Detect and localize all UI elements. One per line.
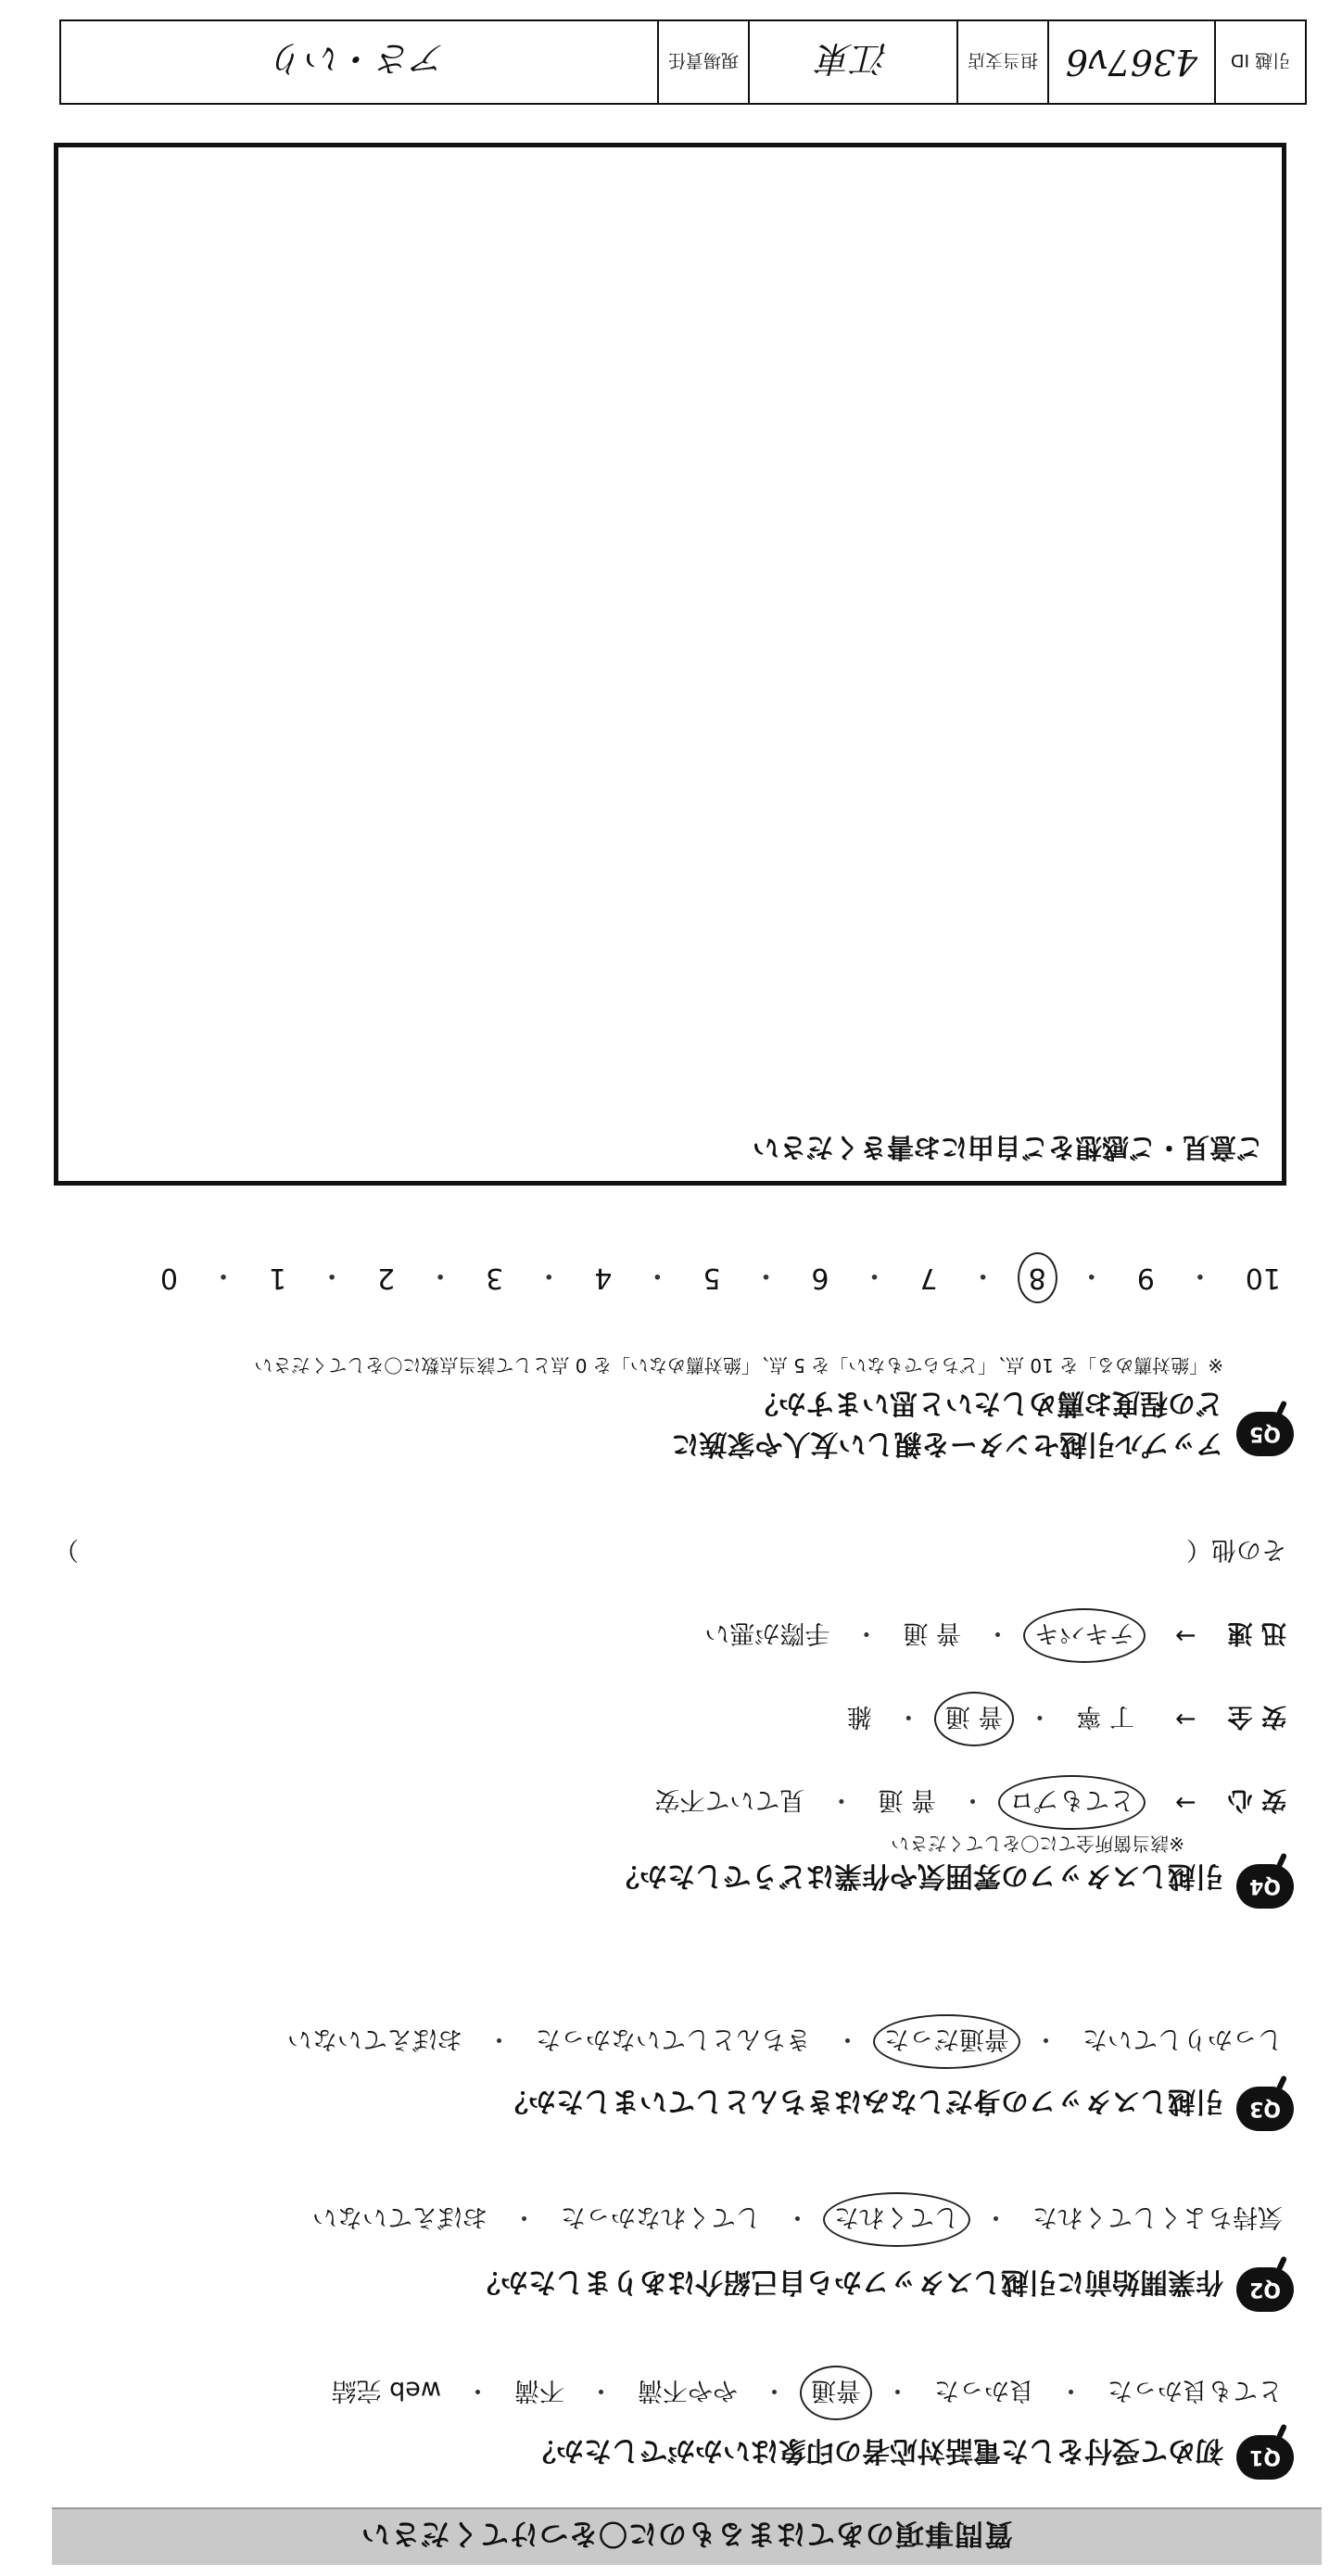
q2-option-did[interactable]: してくれた — [830, 2202, 963, 2238]
q5-score-5[interactable]: 5 — [703, 1262, 721, 1295]
q4-row-safety: 安 全 → 丁 寧 ・ 普 通 ・ 雑 — [843, 1701, 1286, 1737]
q4-reassurance-anxious[interactable]: 見ていて不安 — [654, 1785, 805, 1814]
q2-question: 作業開始前に引越しスタッフから自己紹介はありましたか？ — [473, 2265, 1223, 2298]
branch-label: 担当支店 — [968, 50, 1039, 71]
comment-body[interactable] — [77, 166, 1263, 1116]
q2-options: 気持ちよくしてくれた ・ してくれた ・ してくれなかった ・ おぼえていない — [309, 2202, 1286, 2238]
q5-note: ※「絶対薦める」を 10 点、「どちらでもない」を 5 点、「絶対薦めない」を 0 点として該当点数に〇をしてください — [254, 1354, 1223, 1377]
q4-safety-normal[interactable]: 普 通 — [942, 1701, 1007, 1737]
q3-option-dont-remember[interactable]: おぼえていない — [287, 2024, 462, 2053]
q5-scale: 10 ・ 9 ・ 8 ・ 7 ・ 6 ・ 5 ・ 4 ・ 3 ・ 2 ・ 1 ・ 0 — [157, 1258, 1285, 1299]
q1-option-good[interactable]: 良かった — [934, 2376, 1034, 2405]
leader-label-cell — [657, 21, 748, 103]
branch-value-cell[interactable] — [748, 21, 956, 103]
q1-badge: Q1 — [1236, 2435, 1294, 2480]
q1-option-normal[interactable]: 普通 — [807, 2375, 865, 2411]
q5-score-8[interactable]: 8 — [1025, 1263, 1050, 1295]
q5-score-10[interactable]: 10 — [1245, 1262, 1281, 1295]
branch-value: 江東 — [817, 38, 889, 80]
branch-label-cell — [956, 21, 1047, 103]
q4-note: ※該当箇所全てに〇をしてください — [891, 1833, 1184, 1855]
q1-question: 初めて受付をした電話対応者の印象はいかがでしたか？ — [528, 2434, 1223, 2467]
q1-option-web[interactable]: web 完結 — [331, 2376, 441, 2405]
leader-label: 現場責任 — [668, 50, 740, 71]
q4-question: 引越しスタッフの雰囲気や作業はどうでしたか？ — [612, 1859, 1223, 1892]
q5-question-line2: どの程度お薦めしたいと思いますか？ — [751, 1387, 1223, 1419]
q4-other-close[interactable]: ） — [54, 1535, 79, 1564]
q4-row-speed: 迅 速 → テキパキ ・ 普 通 ・ 手際が悪い — [701, 1618, 1286, 1654]
q1-option-very-good[interactable]: とても良かった — [1108, 2376, 1283, 2405]
q4-other-row — [54, 1534, 1286, 1570]
q4-speed-normal[interactable]: 普 通 — [903, 1618, 961, 1647]
q3-option-neat[interactable]: しっかりしていた — [1082, 2024, 1283, 2053]
id-table — [59, 19, 1307, 105]
q4-safety-rough[interactable]: 雑 — [846, 1702, 872, 1731]
id-value-cell[interactable] — [1047, 21, 1214, 103]
q4-badge: Q4 — [1236, 1864, 1294, 1909]
leader-value-cell[interactable] — [61, 21, 657, 103]
q5-score-7[interactable]: 7 — [919, 1262, 938, 1295]
q1-options: とても良かった ・ 良かった ・ 普通 ・ やや不満 ・ 不満 ・ web 完結 — [328, 2375, 1286, 2411]
q4-row-label: 安 心 — [1227, 1785, 1286, 1814]
q4-row-label: 安 全 — [1227, 1702, 1286, 1731]
q3-option-normal[interactable]: 普通だった — [880, 2024, 1013, 2060]
q2-option-pleasantly[interactable]: 気持ちよくしてくれた — [1032, 2202, 1283, 2231]
q4-safety-careful[interactable]: 丁 寧 — [1076, 1702, 1134, 1731]
id-label-cell — [1214, 21, 1305, 103]
q5-score-4[interactable]: 4 — [594, 1262, 613, 1295]
id-value: 4367v6 — [1065, 42, 1198, 82]
q3-options: しっかりしていた ・ 普通だった ・ きちんとしていなかった ・ おぼえていない — [284, 2024, 1286, 2060]
q2-option-did-not[interactable]: してくれなかった — [561, 2202, 761, 2231]
q5-badge: Q5 — [1236, 1412, 1294, 1456]
q3-option-not-neat[interactable]: きちんとしていなかった — [536, 2024, 811, 2053]
q2-badge: Q2 — [1236, 2267, 1294, 2312]
id-label: 引越 ID — [1230, 50, 1291, 71]
q4-speed-clumsy[interactable]: 手際が悪い — [704, 1618, 830, 1647]
q1-option-dissatisfied[interactable]: 不満 — [514, 2376, 564, 2405]
q3-question: 引越しスタッフの身だしなみはきちんとしていましたか？ — [500, 2085, 1223, 2117]
q5-question-line1: アップル引越センターを親しい友人や家族に — [671, 1428, 1223, 1460]
q4-reassurance-normal[interactable]: 普 通 — [878, 1785, 936, 1814]
q5-score-3[interactable]: 3 — [486, 1262, 504, 1295]
q5-score-0[interactable]: 0 — [159, 1262, 178, 1295]
leader-value: アさ・いり — [271, 38, 448, 80]
q5-score-2[interactable]: 2 — [377, 1262, 396, 1295]
q4-other-label: その他（ — [1186, 1535, 1286, 1564]
q2-option-dont-remember[interactable]: おぼえていない — [312, 2202, 487, 2231]
q5-score-6[interactable]: 6 — [811, 1262, 829, 1295]
q5-score-1[interactable]: 1 — [268, 1262, 287, 1295]
comment-box[interactable] — [54, 143, 1286, 1186]
q1-option-somewhat-dissatisfied[interactable]: やや不満 — [638, 2376, 738, 2405]
q5-score-9[interactable]: 9 — [1136, 1262, 1155, 1295]
q4-row-label: 迅 速 — [1227, 1618, 1286, 1647]
comment-title: ご意見・ご感想をご自由にお書きください — [752, 1132, 1263, 1163]
q4-reassurance-pro[interactable]: とてもプロ — [1006, 1784, 1138, 1821]
q4-speed-brisk[interactable]: テキパキ — [1031, 1618, 1138, 1654]
q3-badge: Q3 — [1236, 2087, 1294, 2131]
instruction-banner: 質問事項のあてはまるものに〇をつけてください — [52, 2507, 1322, 2565]
q4-row-reassurance: 安 心 → とてもプロ ・ 普 通 ・ 見ていて不安 — [651, 1784, 1286, 1821]
